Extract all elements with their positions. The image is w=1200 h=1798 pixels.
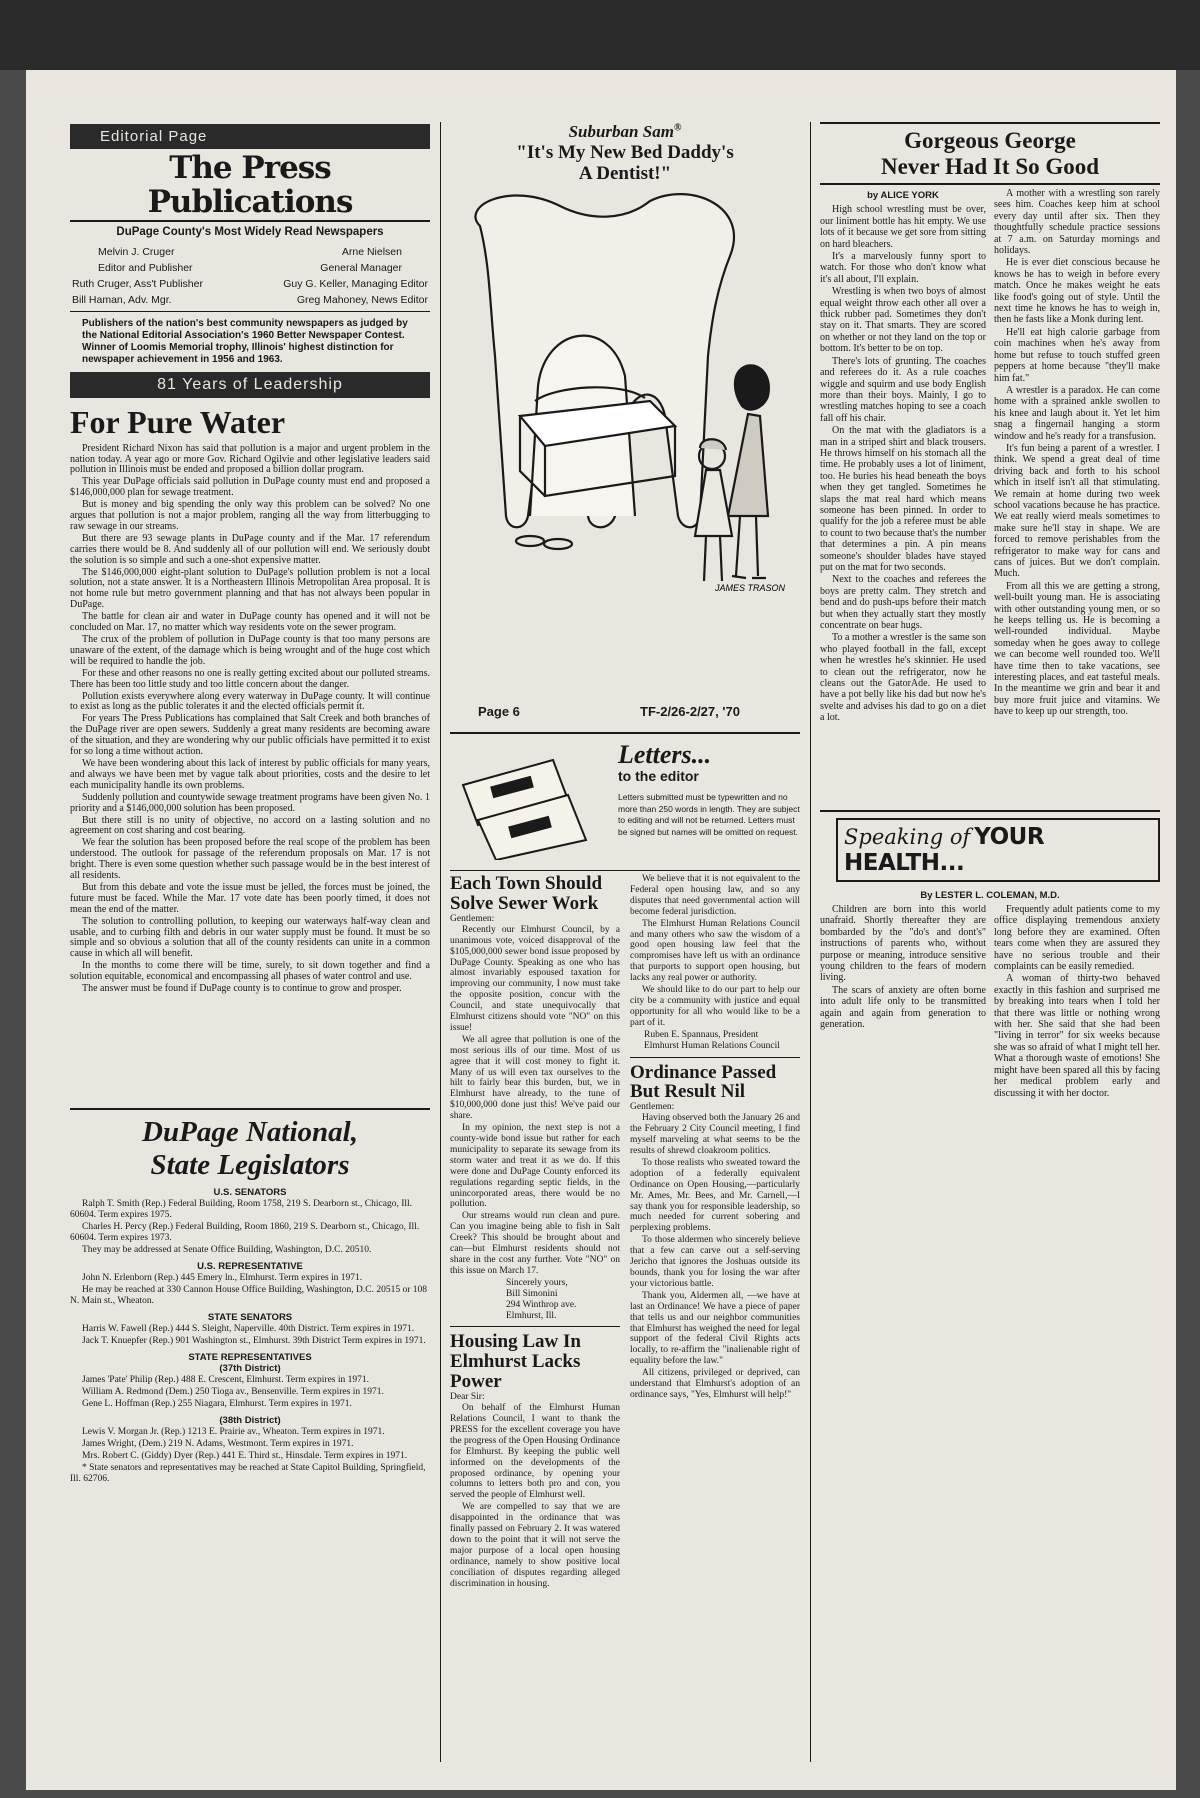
byline: by ALICE YORK xyxy=(867,190,939,201)
paragraph: To those realists who sweated toward the adoption of a federally equivalent Ordinance on Open Housing,—particularly Mr. Ames, Mr. Bees, and Mr. Carnell,—I say thank you for responsible leadership, so much needed for current sobering and perplexing problems. xyxy=(630,1157,800,1234)
paragraph: In my opinion, the next step is not a county-wide bond issue but rather for each municipality to separate its sewage from its storm water and treat it as we do. If this were done and DuPage County enforced its regulations regarding septic fields, in the unincorporated areas, there would be no pollution. xyxy=(450,1123,620,1210)
salutation: Gentlemen: xyxy=(630,1102,675,1113)
wrestling-article xyxy=(820,122,1160,725)
section-heading: U.S. SENATORS xyxy=(213,1187,287,1198)
list-item: Ralph T. Smith (Rep.) Federal Building, Room 1758, 219 S. Dearborn st., Chicago, Ill. 60604. Term expires 1975. xyxy=(70,1199,413,1220)
letter-body xyxy=(630,1113,800,1401)
letter-signature: Sincerely yours, Bill Simonini 294 Winthrop ave. Elmhurst, Ill. xyxy=(506,1277,577,1321)
paragraph: Our streams would run clean and pure. Can you imagine being able to fish in Salt Creek? This should be brought about and can—but Elmhurst residents should not share in the cost any further. Vote "NO" on this issue on March 17. xyxy=(450,1211,620,1276)
masthead-title: The Press Publications xyxy=(147,150,353,220)
paragraph: But there are 93 sewage plants in DuPage county and if the Mar. 17 referendum carries there would be 8. And suddenly all of our pollution will end. We seriously doubt the solution is so simple and such a one-shot expensive matter. xyxy=(70,532,430,566)
editorial-body xyxy=(70,444,430,995)
list-item: James 'Pate' Philip (Rep.) 488 E. Crescent, Elmhurst. Term expires in 1971. xyxy=(82,1375,370,1385)
letter-title: Ordinance Passed But Result Nil xyxy=(630,1061,777,1103)
list-item: Gene L. Hoffman (Rep.) 255 Niagara, Elmhurst. Term expires in 1971. xyxy=(82,1399,352,1409)
letters-subtitle: to the editor xyxy=(618,768,699,784)
list-item: William A. Redmond (Dem.) 250 Tioga av., Bensenville. Term expires in 1971. xyxy=(82,1387,384,1397)
page-label: Page 6 xyxy=(478,704,520,719)
paragraph: We all agree that pollution is one of the most serious ills of our time. Most of us agree that it will cost money to fight it. Many of us will even tax ourselves to the hilt to fairly bear this burden, but, we in Elmhurst have already, to the tune of $10,000,000 done just this! We've paid our share. xyxy=(450,1034,620,1122)
divider xyxy=(820,810,1160,812)
letter-body xyxy=(450,1403,620,1589)
editorial xyxy=(70,406,430,996)
section-heading: STATE SENATORS xyxy=(207,1312,293,1323)
letter-title: Housing Law In Elmhurst Lacks Power xyxy=(450,1331,581,1393)
paragraph: The Elmhurst Human Relations Council and many others who saw the wisdom of a good open housing law feel that the compromises have left us with an ordinance that purports to support open housing, but lacks any real power or authority. xyxy=(630,918,800,984)
paragraph: We are compelled to say that we are disappointed in the ordinance that was finally passed on February 2. It was watered down to the point that it will not serve the major purpose of a local open housing ordinance, namely to show positive local conciliation of disputes regarding alleged discrimination in housing. xyxy=(450,1502,620,1589)
paragraph: This year DuPage officials said pollution in DuPage county must end and proposed a $146,000,000 plan for sewage treatment. xyxy=(70,476,430,499)
staff-row: Melvin J. Cruger Arne Nielsen xyxy=(98,246,402,258)
masthead-block xyxy=(70,124,430,398)
health-column xyxy=(820,818,1160,1100)
paragraph: It's a marvelously funny sport to watch. For those who don't know what it's all about, I'll explain. xyxy=(820,251,986,285)
list-item: Charles H. Percy (Rep.) Federal Building, Room 1860, 219 S. Dearborn st., Chicago, Ill. 60604. Term expires 1973. xyxy=(70,1222,420,1243)
paragraph: Children are born into this world unafraid. Shortly thereafter they are bombarded by the "do's and dont's" instructions of parents who, without purpose or meaning, introduce sensitive young children to the fears of modern living. xyxy=(820,904,986,984)
salutation: Dear Sir: xyxy=(450,1392,485,1403)
letter-body xyxy=(450,925,620,1277)
paragraph: Thank you, Aldermen all, —we have at last an Ordinance! We have a piece of paper that tells us and our neighbor communities that Elmhurst has weighed the need for legal support of the federal Civil Rights acts locally, to re-affirm the "inalienable right of equality before the law." xyxy=(630,1290,800,1367)
section-heading: STATE REPRESENTATIVES xyxy=(188,1352,312,1363)
legislators-title: DuPage National, State Legislators xyxy=(142,1116,358,1181)
list-item: They may be addressed at Senate Office Building, Washington, D.C. 20510. xyxy=(82,1245,372,1255)
paragraph: In the months to come there will be time, surely, to sit down together and find a solution equitable, economical and encompassing all phases of water control and use. xyxy=(70,960,430,983)
paragraph: Frequently adult patients come to my office displaying tremendous anxiety long before they are examined. Often tears come when they are assured they have no serious trouble and their complaints can be easily remedied. xyxy=(994,904,1160,973)
paragraph: President Richard Nixon has said that pollution is a major and urgent problem in the nation today. A year ago or more Gov. Richard Ogilvie and other legislative leaders said pollution in Illinois must be ended and proposed a billion dollar program. xyxy=(70,442,430,476)
article-body xyxy=(820,204,986,723)
letter-column-a xyxy=(450,874,620,1591)
years-bar: 81 Years of Leadership xyxy=(70,372,430,398)
article-body xyxy=(820,904,986,1030)
paragraph: On the mat with the gladiators is a man in a striped shirt and black trousers. He throws himself on his stomach all the time. He probably uses a lot of liniment, too. He buries his head beneath the boys when they get tangled. Sometimes he slaps the mat real hard which means someone has been pinned. In order to qualify for the job a referee must be able to count to two because that's the number that determines a pin. A pin means someone's shoulder blades have stayed put on the mat for two seconds. xyxy=(820,425,986,573)
salutation: Gentlemen: xyxy=(450,913,495,924)
letters-header xyxy=(450,740,800,868)
paragraph: We should like to do our part to help our city be a community with justice and equal opportunity for all who would like to be a part of it. xyxy=(630,985,800,1028)
paragraph: We believe that it is not equivalent to the Federal open housing law, and so any disputes that need governmental action will become federal jurisdiction. xyxy=(630,874,800,917)
paragraph: Pollution exists everywhere along every waterway in DuPage county. It will continue to exist as long as the public tolerates it and the elected officials permit it. xyxy=(70,690,430,713)
paragraph: He'll eat high calorie garbage from coin machines when he's away from home but refuse to touch stuffed green peppers at home because "they'll make him fat." xyxy=(994,326,1160,384)
paragraph: He is ever diet conscious because he knows he has to weigh in before every match. Once he makes weight he eats like food's going out of style. Until the next time he knows he has to weigh in, then he fasts like a Monk during lent. xyxy=(994,257,1160,326)
letter-body xyxy=(630,874,800,1029)
legislator-list xyxy=(70,1187,430,1485)
list-item: James Wright, (Dem.) 219 N. Adams, Westmont. Term expires in 1971. xyxy=(82,1439,354,1449)
divider xyxy=(450,870,800,871)
paragraph: The $146,000,000 eight-plant solution to DuPage's pollution problem is not a local solution, not a state answer. It is a Northeastern Illinois Metropolitan Area proposal. It is not home rule but metro government planning and that has not always been popular in DuPage. xyxy=(70,566,430,611)
scan-border xyxy=(0,0,1200,70)
section-heading: U.S. REPRESENTATIVE xyxy=(197,1261,303,1272)
paragraph: On behalf of the Elmhurst Human Relations Council, I want to thank the PRESS for the excellent coverage you have the progress of the Open Housing Ordinance for Elmhurst. By keeping the public well informed on the developments of the proposed ordinance, by opening your columns to letters both pro and con, you served the people of Elmhurst well. xyxy=(450,1403,620,1501)
letter-signature: Ruben E. Spannaus, President Elmhurst Human Relations Council xyxy=(644,1029,780,1051)
staff-list xyxy=(70,244,430,308)
paragraph: We fear the solution has been proposed before the real scope of the problem has been understood. The outlook for passage of the referendum proposals on Mar. 17 is not bright. There is even some question whether such passage would be in the best interest of all residents. xyxy=(70,837,430,882)
wrestling-title: Gorgeous George Never Had It So Good xyxy=(820,122,1160,180)
cartoon xyxy=(450,122,800,724)
paragraph: There's lots of grunting. The coaches and referees do it. As a rule coaches wiggle and squirm and use body English more than their boys. Mainly, I go to wrestling matches hoping to see a coach fall off his chair. xyxy=(820,355,986,424)
divider xyxy=(70,1108,430,1110)
paragraph: High school wrestling must be over, our liniment bottle has hit empty. We use lots of it because we get sore from sitting on hard bleachers. xyxy=(820,204,986,250)
column-rule xyxy=(440,122,441,1762)
district-label: (38th District) xyxy=(219,1415,281,1426)
strip-title: Suburban Sam® xyxy=(568,122,682,141)
paragraph: The crux of the problem of pollution in DuPage county is that too many persons are unaware of the extent, of the damage which is being wrought and of the huge cost which will be required to handle the job. xyxy=(70,634,430,667)
section-label: Editorial Page xyxy=(70,124,430,149)
divider xyxy=(450,732,800,734)
list-item: Mrs. Robert C. (Giddy) Dyer (Rep.) 441 E. Third st., Hinsdale. Term expires in 1971. xyxy=(82,1451,408,1461)
paragraph: But there still is no unity of objective, no accord on a lasting solution and no agreement on cost sharing and cost bearing. xyxy=(70,814,430,837)
staff-row: Ruth Cruger, Ass't Publisher Guy G. Keller, Managing Editor xyxy=(72,278,428,290)
staff-row: Bill Haman, Adv. Mgr. Greg Mahoney, News Editor xyxy=(72,294,428,306)
list-item: He may be reached at 330 Cannon House Office Building, Washington, D.C. 20515 or 108 N. Main st., Wheaton. xyxy=(70,1285,428,1306)
paragraph: From all this we are getting a strong, well-built young man. He is associating with other outstanding young men, or so he keeps telling us. He is becoming a well-rounded individual. Maybe someday when he goes away to college we can become well rounded too. We'll have time then to take vacations, see interesting places, and eat tasteful meals. In the meantime we grin and bear it and buy more fruit juice and vitamins. We have to keep up our strength, too. xyxy=(994,580,1160,718)
letter-column-b xyxy=(630,874,800,1402)
paragraph: Recently our Elmhurst Council, by a unanimous vote, voiced disapproval of the $105,000,000 sewer bond issue proposed by DuPage County. Speaking as one who has almost invariably espoused taxation for improving our community, I now must take the opposite position, concur with the Council, and state unequivocally that Elmhurst citizens should vote "NO" on this issue! xyxy=(450,924,620,1033)
legislators xyxy=(70,1116,430,1486)
paragraph: The battle for clean air and water in DuPage county has opened and it will not be concluded on Mar. 17, no matter which way residents vote on the sewer program. xyxy=(70,611,430,634)
paragraph: But is money and big spending the only way this problem can be solved? No one argues that pollution is not a major problem, ranging all the way from litterbugging to raw sewage in our streams. xyxy=(70,499,430,532)
paragraph: To those aldermen who sincerely believe that a few can carve out a self-serving Jericho that ignores the Joshuas outside its bounds, thank you for losing the war after your victorious battle. xyxy=(630,1235,800,1289)
tagline: DuPage County's Most Widely Read Newspapers xyxy=(116,226,384,238)
letters-rules: Letters submitted must be typewritten and no more than 250 words in length. They are subject to editing and will not be returned. Letters must be signed but names will be omitted on request. xyxy=(618,792,800,837)
paragraph: Wrestling is when two boys of almost equal weight throw each other all over a thick rubber pad. Sometimes they don't stay on it. That smarts. They are scored on whether or not they land on the top or bottom. It's better to be on top. xyxy=(820,286,986,355)
paragraph: It's fun being a parent of a wrestler. I think. We spend a great deal of time driving back and forth to his school which in itself isn't all that stimulating. We remain at home during two week school vacations because he has practice. We eat really wierd meals sometimes to make sure he'll stay in shape. We are forced to remove perishables from the refrigerator to make way for cans and cans of juices. But we don't complain. Much. xyxy=(994,442,1160,580)
paragraph: Next to the coaches and referees the boys are pretty calm. They stretch and bend and do push-ups before their match but when they actually start they mostly concentrate on bear hugs. xyxy=(820,574,986,632)
byline: By LESTER L. COLEMAN, M.D. xyxy=(920,890,1060,901)
list-item: Lewis V. Morgan Jr. (Rep.) 1213 E. Prairie av., Wheaton. Term expires in 1971. xyxy=(82,1427,385,1437)
paragraph: For years The Press Publications has complained that Salt Creek and both branches of the DuPage river are open sewers. Suddenly a great many residents are becoming aware of the situation, and they are wondering why our public officials have permitted it to exist for so long a time without action. xyxy=(70,713,430,758)
paragraph: The solution to controlling pollution, to keeping our waterways half-way clean and usable, and to curbing filth and debris in our water supply must be found. It must be so simple and so obvious a solution that all of the county residents can unite in a common cause in which all will benefit. xyxy=(70,915,430,960)
list-item: Jack T. Knuepfer (Rep.) 901 Washington st., Elmhurst. 39th District Term expires in 1971. xyxy=(82,1336,426,1346)
cartoon-illustration xyxy=(450,186,800,626)
paragraph: Having observed both the January 26 and the February 2 City Council meeting, I find myself marveling at what seems to be the results of shrewd cloakroom politics. xyxy=(630,1113,800,1156)
newspaper-page xyxy=(26,70,1176,1790)
article-body xyxy=(994,188,1160,718)
list-item: * State senators and representatives may be reached at State Capitol Building, Springfield, Ill. 62706. xyxy=(70,1463,426,1484)
envelope-icon xyxy=(458,750,608,860)
paragraph: The scars of anxiety are often borne into adult life only to be transmitted again and again from generation to generation. xyxy=(820,984,986,1031)
list-item: Harris W. Fawell (Rep.) 444 S. Sleight, Naperville. 40th District. Term expires in 1971. xyxy=(82,1324,415,1334)
paragraph: But from this debate and vote the issue must be jelled, the forces must be joined, the future must be faced. While the Mar. 17 vote date has been poorly timed, it does not mean the end of the matter. xyxy=(70,881,430,915)
article-body xyxy=(994,904,1160,1099)
paragraph: The answer must be found if DuPage county is to continue to grow and prosper. xyxy=(82,983,402,995)
editorial-title: For Pure Water xyxy=(70,404,286,440)
list-item: John N. Erlenborn (Rep.) 445 Emery ln., Elmhurst. Term expires in 1971. xyxy=(82,1273,363,1283)
paragraph: All citizens, privileged or deprived, can understand that Elmhurst's adoption of an ordinance says, "Yes, Elmhurst will help!" xyxy=(630,1368,800,1400)
paragraph: A mother with a wrestling son rarely sees him. Coaches keep him at school every day until after six. Then they thoughtfully schedule practice sessions at 7 a.m. on Saturday mornings and holidays. xyxy=(994,188,1160,257)
date-label: TF-2/26-2/27, '70 xyxy=(640,704,740,719)
award-note: Publishers of the nation's best community newspapers as judged by the National Editorial Association's 1960 Better Newspaper Contest. Winner of Loomis Memorial trophy, Illinois' highest distinction for newspaper achievement in 1956 and 1963. xyxy=(82,318,408,365)
letters-title: Letters... xyxy=(618,740,712,769)
paragraph: To a mother a wrestler is the same son who played football in the fall, except when he wrestles he's skinnier. He used to clean out the refrigerator, now he cleans out the GatorAde. He used to have a pot belly like his dad but now he's svelte and advises his dad to go on a diet a lot. xyxy=(820,632,986,724)
letter-title: Each Town Should Solve Sewer Work xyxy=(450,873,603,914)
staff-row: Editor and Publisher General Manager xyxy=(98,262,402,274)
paragraph: We have been wondering about this lack of interest by public officials for many years, and always we have been met by vague talk about priorities, costs and the desire to let each municipality handle its own problems. xyxy=(70,757,430,791)
cartoon-caption: "It's My New Bed Daddy's A Dentist!" xyxy=(516,142,734,184)
column-rule xyxy=(810,122,811,1762)
health-title: Speaking of YOUR HEALTH... xyxy=(836,818,1160,882)
paragraph: Suddenly pollution and countywide sewage treatment programs have been given No. 1 priority and a $146,000,000 solution has been proposed. xyxy=(70,791,430,814)
district-label: (37th District) xyxy=(219,1363,281,1374)
paragraph: A woman of thirty-two behaved exactly in this fashion and surprised me by breaking into tears when I told her that there was little or nothing wrong with her. She said that she had been "living in terror" for six weeks because she was so afraid of what I might tell her. What a thorough waste of emotions! She might have been spared all this by facing her medical problem early and discussing it with her doctor. xyxy=(994,973,1160,1099)
cartoonist-signature: JAMES TRASON xyxy=(714,583,786,593)
paragraph: A wrestler is a paradox. He can come home with a sprained ankle swollen to his knee and laugh about it. Yet let him snag a fingernail hanging a storm window and he's ready for a transfusion. xyxy=(994,384,1160,442)
paragraph: For these and other reasons no one is really getting excited about our polluted streams. There has been too little study and too little concern about the danger. xyxy=(70,667,430,690)
